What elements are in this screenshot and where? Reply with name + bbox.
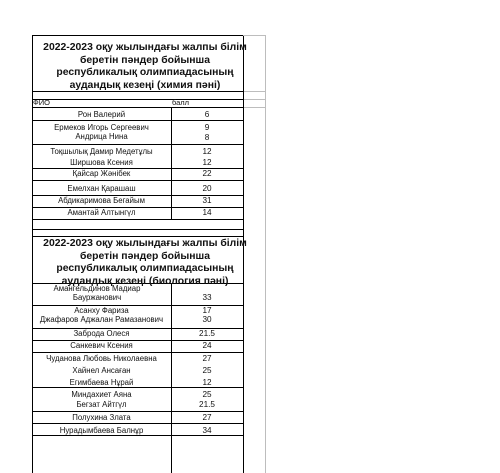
grid-line: [243, 35, 265, 36]
participant-score: 21.5: [199, 329, 215, 338]
participant-name: Миндахиет Аяна: [71, 390, 132, 399]
row-divider: [32, 120, 244, 121]
participant-name: Бегзат Айтгүл: [76, 400, 127, 409]
participant-name: Ермеков Игорь Сергеевич: [54, 123, 149, 132]
participant-name: Санкевич Ксения: [70, 341, 133, 350]
participant-score: 6: [204, 110, 210, 119]
participant-name: Тоқшылық Дамир Медетұлы: [50, 147, 153, 156]
column-header-score: балл: [172, 98, 190, 107]
participant-name: Чуданова Любовь Николаевна: [46, 354, 157, 363]
participant-score: 24: [202, 341, 212, 350]
participant-name: Егимбаева Нұрай: [69, 378, 134, 387]
participant-score: 20: [202, 184, 212, 193]
grid-line-right: [265, 35, 266, 473]
participant-score: 25: [202, 366, 212, 375]
participant-score: 14: [202, 208, 212, 217]
grid-line: [243, 99, 265, 100]
participant-name: Ширшова Ксения: [70, 158, 133, 167]
column-header-name: ФИО: [33, 98, 50, 107]
participant-score: 17: [202, 306, 212, 315]
participant-score: 25: [202, 390, 212, 399]
participant-score: 12: [202, 147, 212, 156]
table-top-border: [32, 35, 244, 36]
participant-name: Полухина Злата: [72, 413, 131, 422]
participant-name: Абдикаримова Бегайым: [58, 196, 145, 205]
participant-score: 12: [202, 158, 212, 167]
participant-score: 12: [202, 378, 212, 387]
participant-score: 30: [202, 315, 212, 324]
participant-name: Заброда Олеся: [73, 329, 130, 338]
participant-name: Асанху Фариза: [74, 306, 129, 315]
row-divider: [32, 180, 244, 181]
participant-name: Емелхан Қарашаш: [67, 184, 136, 193]
grid-line: [243, 107, 265, 108]
participant-score: 22: [202, 169, 212, 178]
row-divider: [32, 411, 244, 412]
participant-score: 27: [202, 413, 212, 422]
participant-name: Нурадымбаева Балнұр: [59, 426, 144, 435]
grid-line: [32, 236, 244, 237]
participant-score: 33: [202, 293, 212, 302]
participant-name: Хайнел Ансаған: [72, 366, 131, 375]
row-divider: [32, 423, 244, 424]
participant-score: 8: [204, 133, 210, 142]
biology-title: 2022-2023 оқу жылындағы жалпы білім беретін пәндер бойынша республикалық олимпиадасының аудандық кезеңі (биология пәні): [43, 238, 247, 287]
participant-score: 9: [204, 123, 210, 132]
grid-line: [32, 107, 244, 108]
participant-name: Амантай Алтынгүл: [67, 208, 136, 217]
grid-line: [32, 99, 244, 100]
participant-name: Рон Валерий: [77, 110, 126, 119]
participant-name: Джафаров Аджалан Рамазанович: [39, 315, 164, 324]
chemistry-title: 2022-2023 оқу жылындағы жалпы білім беретін пәндер бойынша республикалық олимпиадасының аудандық кезеңі (химия пәні): [43, 42, 247, 91]
participant-name: Қайсар Жәнібек: [72, 169, 131, 178]
row-divider: [32, 352, 244, 353]
row-divider: [32, 219, 244, 220]
participant-score: 34: [202, 426, 212, 435]
grid-line: [32, 229, 244, 230]
participant-name: Амангельдинов Мадиар Бауржанович: [53, 284, 141, 302]
participant-score: 27: [202, 354, 212, 363]
participant-name: Андрица Нина: [75, 132, 128, 141]
participant-score: 21.5: [199, 400, 215, 409]
participant-score: 31: [202, 196, 212, 205]
row-divider: [32, 144, 244, 145]
